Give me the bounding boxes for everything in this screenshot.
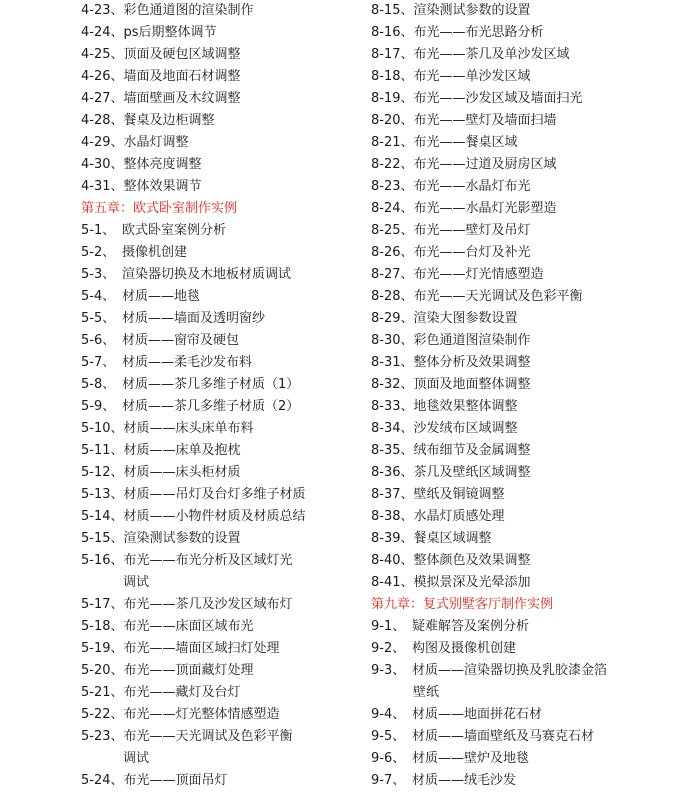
entry-number: 8-15、 <box>371 3 414 18</box>
entry-number: 5-1、 <box>81 223 116 238</box>
entry-number: 8-34、 <box>371 421 414 436</box>
toc-entry <box>81 110 361 132</box>
toc-entry <box>81 726 361 770</box>
entry-title: 壁纸及铜镜调整 <box>413 487 505 502</box>
toc-entry <box>371 198 691 220</box>
toc-entry <box>81 660 361 682</box>
toc-entry <box>371 176 691 198</box>
entry-number: 5-10、 <box>81 421 124 436</box>
entry-number: 8-29、 <box>371 311 414 326</box>
entry-title: 布光——顶面吊灯 <box>123 773 228 788</box>
entry-title: 布光——壁灯及吊灯 <box>413 223 531 238</box>
entry-title: 布光——茶几及沙发区域布灯 <box>123 597 293 612</box>
toc-entry <box>371 462 691 484</box>
toc-entry <box>81 22 361 44</box>
entry-title: 彩色通道图渲染制作 <box>413 333 531 348</box>
entry-number: 9-2、 <box>371 641 406 656</box>
toc-entry <box>81 44 361 66</box>
toc-entry <box>81 374 361 396</box>
toc-entry <box>371 418 691 440</box>
entry-number: 4-27、 <box>81 91 124 106</box>
entry-title: 材质——茶几多维子材质（2） <box>122 399 300 414</box>
entry-title: 材质——墙面及透明窗纱 <box>122 311 266 326</box>
toc-entry <box>81 176 361 198</box>
entry-number: 9-6、 <box>371 751 406 766</box>
entry-title: 材质——绒毛沙发 <box>412 773 517 788</box>
toc-entry <box>371 154 691 176</box>
toc-entry <box>371 770 691 792</box>
entry-title: 布光——沙发区域及墙面扫光 <box>413 91 583 106</box>
entry-number: 8-28、 <box>371 289 414 304</box>
toc-entry <box>371 440 691 462</box>
entry-title: 绒布细节及金属调整 <box>413 443 531 458</box>
entry-title: 布光——水晶灯布光 <box>413 179 531 194</box>
entry-title: 布光——壁灯及墙面扫墙 <box>413 113 557 128</box>
entry-title: 布光——藏灯及台灯 <box>123 685 241 700</box>
entry-title: 布光——顶面藏灯处理 <box>123 663 254 678</box>
entry-number: 8-25、 <box>371 223 414 238</box>
entry-title: 模拟景深及光晕添加 <box>413 575 531 590</box>
entry-title: 布光——过道及厨房区域 <box>413 157 557 172</box>
entry-number: 8-41、 <box>371 575 414 590</box>
entry-number: 5-3、 <box>81 267 116 282</box>
entry-title: 材质——地毯 <box>122 289 201 304</box>
toc-entry <box>81 704 361 726</box>
toc-right-column <box>371 0 691 792</box>
toc-entry <box>371 44 691 66</box>
toc-entry <box>81 484 361 506</box>
entry-number: 5-17、 <box>81 597 124 612</box>
entry-number: 9-3、 <box>371 663 406 678</box>
entry-title: 布光——茶几及单沙发区域 <box>413 47 570 62</box>
entry-number: 8-19、 <box>371 91 414 106</box>
entry-number: 8-30、 <box>371 333 414 348</box>
entry-title: 材质——小物件材质及材质总结 <box>123 509 306 524</box>
entry-number: 4-25、 <box>81 47 124 62</box>
entry-number: 8-35、 <box>371 443 414 458</box>
entry-number: 5-16、 <box>81 553 124 568</box>
entry-title: 彩色通道图的渲染制作 <box>123 3 254 18</box>
entry-title: 布光——墙面区域扫灯处理 <box>123 641 280 656</box>
entry-title: 沙发绒布区域调整 <box>413 421 518 436</box>
entry-number: 5-4、 <box>81 289 116 304</box>
toc-entry <box>81 330 361 352</box>
toc-entry <box>371 638 691 660</box>
entry-number: 8-36、 <box>371 465 414 480</box>
entry-title: 材质——茶几多维子材质（1） <box>122 377 300 392</box>
toc-entry <box>371 220 691 242</box>
entry-title: 材质——壁炉及地毯 <box>412 751 530 766</box>
entry-title: 布光——水晶灯光影塑造 <box>413 201 557 216</box>
toc-entry <box>81 440 361 462</box>
toc-entry <box>371 616 691 638</box>
toc-entry <box>81 528 361 550</box>
entry-title: 材质——柔毛沙发布料 <box>122 355 253 370</box>
toc-entry <box>81 506 361 528</box>
entry-title: 渲染器切换及木地板材质调试 <box>122 267 292 282</box>
entry-title: 布光——布光分析及区域灯光 <box>123 553 293 568</box>
entry-title: 水晶灯调整 <box>123 135 189 150</box>
entry-title: 墙面壁画及木纹调整 <box>123 91 241 106</box>
entry-title: 渲染测试参数的设置 <box>123 531 241 546</box>
entry-title: 摄像机创建 <box>122 245 188 260</box>
toc-entry <box>81 462 361 484</box>
entry-number: 5-20、 <box>81 663 124 678</box>
entry-title: 茶几及壁纸区域调整 <box>413 465 531 480</box>
entry-title: 餐桌及边柜调整 <box>123 113 215 128</box>
entry-number: 5-9、 <box>81 399 116 414</box>
entry-number: 8-17、 <box>371 47 414 62</box>
toc-entry <box>371 528 691 550</box>
entry-number: 4-24、 <box>81 25 124 40</box>
entry-number: 9-7、 <box>371 773 406 788</box>
entry-number: 5-2、 <box>81 245 116 260</box>
toc-entry <box>371 264 691 286</box>
entry-title: 渲染大图参数设置 <box>413 311 518 326</box>
toc-entry <box>81 286 361 308</box>
entry-title: 材质——墙面壁纸及马赛克石材 <box>412 729 595 744</box>
entry-number: 4-30、 <box>81 157 124 172</box>
entry-number: 5-13、 <box>81 487 124 502</box>
toc-entry <box>371 374 691 396</box>
entry-title: 材质——床头柜材质 <box>123 465 241 480</box>
toc-entry <box>371 748 691 770</box>
entry-title: 整体亮度调整 <box>123 157 202 172</box>
entry-title: 布光——天光调试及色彩平衡 <box>123 729 293 744</box>
entry-title: 布光——餐桌区域 <box>413 135 518 150</box>
entry-title: 欧式卧室案例分析 <box>122 223 227 238</box>
toc-entry <box>81 418 361 440</box>
entry-title: 水晶灯质感处理 <box>413 509 505 524</box>
entry-number: 5-6、 <box>81 333 116 348</box>
toc-entry <box>81 638 361 660</box>
entry-number: 8-21、 <box>371 135 414 150</box>
toc-entry <box>81 66 361 88</box>
entry-title: 材质——地面拼花石材 <box>412 707 543 722</box>
entry-title: 布光——天光调试及色彩平衡 <box>413 289 583 304</box>
entry-title: 材质——渲染器切换及乳胶漆金箔 <box>412 663 608 678</box>
entry-number: 8-37、 <box>371 487 414 502</box>
toc-entry <box>371 484 691 506</box>
entry-number: 5-5、 <box>81 311 116 326</box>
entry-number: 5-15、 <box>81 531 124 546</box>
toc-entry <box>371 308 691 330</box>
toc-entry <box>371 506 691 528</box>
entry-number: 8-20、 <box>371 113 414 128</box>
toc-entry <box>371 330 691 352</box>
entry-title: 布光——台灯及补光 <box>413 245 531 260</box>
toc-entry <box>371 396 691 418</box>
entry-title: 布光——灯光情感塑造 <box>413 267 544 282</box>
entry-number: 5-23、 <box>81 729 124 744</box>
toc-entry <box>81 682 361 704</box>
entry-title: 渲染测试参数的设置 <box>413 3 531 18</box>
entry-number: 5-19、 <box>81 641 124 656</box>
entry-number: 9-1、 <box>371 619 406 634</box>
entry-number: 8-24、 <box>371 201 414 216</box>
entry-title: 材质——吊灯及台灯多维子材质 <box>123 487 306 502</box>
entry-title-continuation: 调试 <box>123 751 150 766</box>
entry-title: 整体颜色及效果调整 <box>413 553 531 568</box>
toc-entry <box>371 88 691 110</box>
chapter-heading: 第九章：复式别墅客厅制作实例 <box>371 597 554 612</box>
toc-entry <box>81 616 361 638</box>
entry-number: 8-18、 <box>371 69 414 84</box>
entry-number: 8-26、 <box>371 245 414 260</box>
entry-title: 餐桌区域调整 <box>413 531 492 546</box>
entry-title: 材质——床单及抱枕 <box>123 443 241 458</box>
entry-number: 9-5、 <box>371 729 406 744</box>
toc-entry <box>81 220 361 242</box>
entry-title: 布光——灯光整体情感塑造 <box>123 707 280 722</box>
entry-title: 疑难解答及案例分析 <box>412 619 530 634</box>
toc-entry <box>81 396 361 418</box>
entry-number: 5-18、 <box>81 619 124 634</box>
entry-title: 墙面及地面石材调整 <box>123 69 241 84</box>
toc-entry <box>371 286 691 308</box>
entry-number: 5-22、 <box>81 707 124 722</box>
toc-entry <box>371 704 691 726</box>
entry-title: 顶面及硬包区域调整 <box>123 47 241 62</box>
entry-number: 8-31、 <box>371 355 414 370</box>
toc-entry <box>371 66 691 88</box>
entry-title-continuation: 壁纸 <box>413 685 440 700</box>
toc-entry <box>371 352 691 374</box>
toc-entry <box>81 594 361 616</box>
entry-number: 8-33、 <box>371 399 414 414</box>
entry-title: 整体分析及效果调整 <box>413 355 531 370</box>
entry-title: 地毯效果整体调整 <box>413 399 518 414</box>
toc-entry <box>81 0 361 22</box>
entry-title: 整体效果调节 <box>123 179 202 194</box>
toc-entry <box>371 0 691 22</box>
entry-number: 5-21、 <box>81 685 124 700</box>
chapter-heading: 第五章：欧式卧室制作实例 <box>81 201 238 216</box>
entry-number: 8-40、 <box>371 553 414 568</box>
entry-number: 8-16、 <box>371 25 414 40</box>
toc-entry <box>81 550 361 594</box>
entry-title-continuation: 调试 <box>123 575 150 590</box>
toc-entry <box>81 308 361 330</box>
entry-number: 9-4、 <box>371 707 406 722</box>
toc-entry <box>81 242 361 264</box>
toc-entry <box>81 154 361 176</box>
entry-number: 4-23、 <box>81 3 124 18</box>
toc-entry <box>371 132 691 154</box>
toc-entry <box>371 22 691 44</box>
entry-title: 布光——单沙发区域 <box>413 69 531 84</box>
toc-entry <box>371 242 691 264</box>
entry-number: 5-11、 <box>81 443 124 458</box>
entry-number: 8-32、 <box>371 377 414 392</box>
entry-title: 布光——床面区域布光 <box>123 619 254 634</box>
entry-number: 8-38、 <box>371 509 414 524</box>
toc-entry <box>81 132 361 154</box>
toc-entry <box>371 572 691 594</box>
entry-title: 顶面及地面整体调整 <box>413 377 531 392</box>
toc-entry <box>371 660 691 704</box>
entry-number: 8-23、 <box>371 179 414 194</box>
entry-title: 布光——布光思路分析 <box>413 25 544 40</box>
toc-entry <box>371 726 691 748</box>
entry-number: 4-29、 <box>81 135 124 150</box>
entry-title: 材质——窗帘及硬包 <box>122 333 240 348</box>
toc-entry <box>371 110 691 132</box>
entry-number: 5-24、 <box>81 773 124 788</box>
entry-number: 8-27、 <box>371 267 414 282</box>
toc-entry <box>81 352 361 374</box>
toc-entry <box>371 550 691 572</box>
entry-title: 材质——床头床单布料 <box>123 421 254 436</box>
toc-entry <box>81 264 361 286</box>
entry-title: ps后期整体调节 <box>123 25 217 40</box>
entry-number: 4-26、 <box>81 69 124 84</box>
entry-number: 8-39、 <box>371 531 414 546</box>
entry-number: 5-14、 <box>81 509 124 524</box>
toc-entry <box>81 770 361 792</box>
entry-title: 构图及摄像机创建 <box>412 641 517 656</box>
entry-number: 4-31、 <box>81 179 124 194</box>
toc-entry <box>81 88 361 110</box>
entry-number: 5-7、 <box>81 355 116 370</box>
entry-number: 5-12、 <box>81 465 124 480</box>
entry-number: 4-28、 <box>81 113 124 128</box>
entry-number: 8-22、 <box>371 157 414 172</box>
toc-left-column <box>81 0 361 792</box>
entry-number: 5-8、 <box>81 377 116 392</box>
